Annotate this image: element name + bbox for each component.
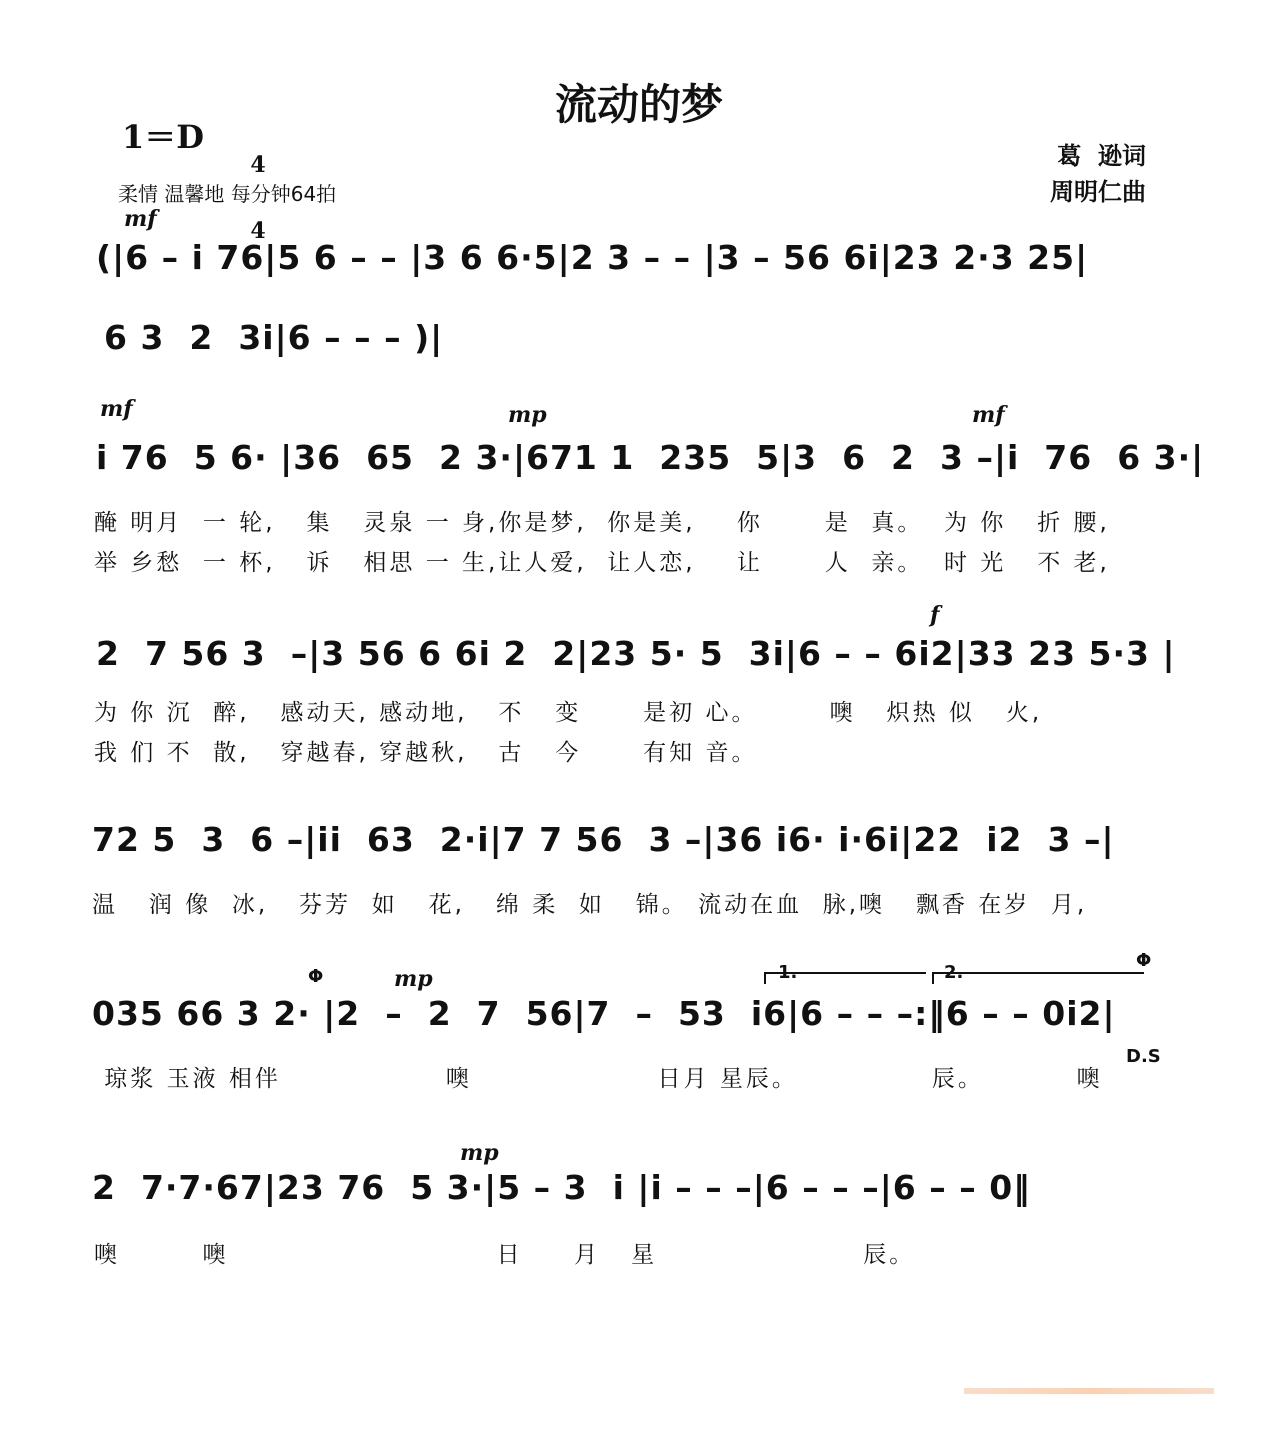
segno-dynamic-mark: f: [930, 602, 940, 628]
notation-line-2: 6 3 2 3i|6 – – – )|: [104, 318, 444, 357]
dynamic-mark: mf: [124, 206, 157, 232]
coda-symbol: Φ: [1136, 950, 1152, 971]
dynamic-mark: mp: [460, 1140, 499, 1166]
notation-line-3: i 76 5 6· |36 65 2 3·|671 1 235 5|3 6 2 3 –|i 76 6 3·|: [96, 438, 1205, 477]
lyrics-verse-1: 为 你 沉 醉, 感动天, 感动地, 不 变 是初 心。 噢 炽热 似 火,: [94, 700, 1043, 726]
lyrics-verse-1: 温 润 像 冰, 芬芳 如 花, 绵 柔 如 锦。 流动在血 脉,噢 飘香 在岁 月,: [92, 892, 1088, 918]
tempo-marking: 柔情 温馨地 每分钟64拍: [118, 182, 337, 206]
song-title: 流动的梦: [554, 80, 723, 129]
dynamic-mark: mp: [508, 402, 547, 428]
dynamic-mark: mf: [972, 402, 1005, 428]
dynamic-mark: mp: [394, 966, 433, 992]
lyricist-credit: 葛 逊词: [1057, 142, 1146, 170]
volta-bracket-1: [764, 972, 926, 984]
time-signature-top: 4: [250, 152, 266, 178]
watermark-strip: [964, 1388, 1214, 1394]
lyrics-verse-1: 琼浆 玉液 相伴 噢 日月 星辰。 辰。 噢: [94, 1066, 1103, 1092]
time-signature-bottom: 4: [250, 218, 266, 244]
key-signature: 1＝D: [122, 118, 205, 156]
notation-line-1: (|6 – i 76|5 6 – – |3 6 6·5|2 3 – – |3 – 56 6i|23 2·3 25|: [96, 238, 1089, 277]
volta-bracket-2: [932, 972, 1144, 984]
coda-symbol: Φ: [308, 966, 324, 987]
volta-first-ending: 1.: [778, 962, 798, 983]
dal-segno-mark: D.S: [1126, 1046, 1161, 1067]
lyrics-verse-1: 噢 噢 日 月 星 辰。: [94, 1242, 916, 1268]
lyrics-verse-2: 举 乡愁 一 杯, 诉 相思 一 生,让人爱, 让人恋, 让 人 亲。 时 光 不 老,: [94, 550, 1110, 576]
lyrics-verse-2: 我 们 不 散, 穿越春, 穿越秋, 古 今 有知 音。: [94, 740, 758, 766]
notation-line-4: 2 7 56 3 –|3 56 6 6i 2 2|23 5· 5 3i|6 – – 6i2|33 23 5·3 |: [96, 634, 1176, 673]
dynamic-mark: mf: [100, 396, 133, 422]
lyrics-verse-1: 醃 明月 一 轮, 集 灵泉 一 身,你是梦, 你是美, 你 是 真。 为 你 折 腰,: [94, 510, 1110, 536]
notation-line-6: 035 66 3 2· |2 – 2 7 56|7 – 53 i6|6 – – –:‖6 – – 0i2|: [92, 994, 1116, 1033]
volta-second-ending: 2.: [944, 962, 964, 983]
notation-line-7: 2 7·7·67|23 76 5 3·|5 – 3 i |i – – –|6 – – –|6 – – 0‖: [92, 1168, 1031, 1207]
composer-credit: 周明仁曲: [1050, 178, 1146, 206]
notation-line-5: 72 5 3 6 –|ii 63 2·i|7 7 56 3 –|36 i6· i·6i|22 i2 3 –|: [92, 820, 1115, 859]
